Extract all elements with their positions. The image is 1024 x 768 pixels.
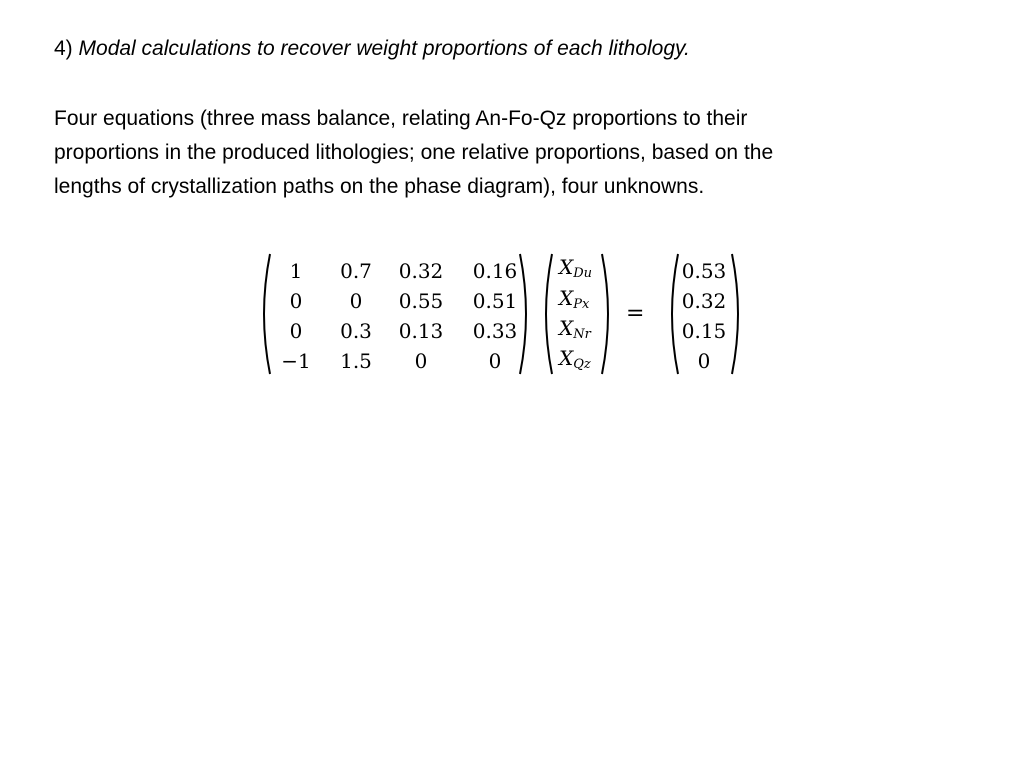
heading-title: Modal calculations to recover weight proportions of each lithology. bbox=[78, 37, 690, 60]
matrix-cell: 0 bbox=[289, 319, 303, 343]
rhs-value: 0 bbox=[697, 349, 711, 373]
matrix-cell: 0.32 bbox=[398, 259, 444, 283]
matrix-left-paren bbox=[256, 252, 272, 376]
matrix-cell: 0.16 bbox=[472, 259, 518, 283]
matrix-cell: 0.13 bbox=[398, 319, 444, 343]
body-paragraph bbox=[54, 102, 989, 204]
slide-heading bbox=[54, 34, 974, 64]
matrix-cell: 0.51 bbox=[472, 289, 518, 313]
rhs-value: 0.15 bbox=[681, 319, 727, 343]
unknown-x-qz: $X_{Qz}$ bbox=[559, 346, 591, 372]
body-line: proportions in the produced lithologies; one relative proportions, based on the bbox=[54, 141, 774, 164]
matrix-cell: 0.7 bbox=[340, 259, 372, 283]
matrix-cell: 0.33 bbox=[472, 319, 518, 343]
body-line: Four equations (three mass balance, relating An-Fo-Qz proportions to their bbox=[54, 107, 748, 130]
rhs-value: 0.32 bbox=[681, 289, 727, 313]
heading-number: 4) bbox=[54, 37, 73, 60]
unknown-x-nr: $X_{Nr}$ bbox=[559, 316, 591, 342]
equals-sign: = bbox=[626, 301, 645, 326]
matrix-cell: 1 bbox=[289, 259, 303, 283]
matrix-equation bbox=[256, 252, 756, 376]
matrix-cell: 0 bbox=[488, 349, 502, 373]
unknown-x-px: $X_{Px}$ bbox=[559, 286, 590, 312]
matrix-cell: 0.3 bbox=[340, 319, 372, 343]
vector-left-paren bbox=[538, 252, 554, 376]
body-line: lengths of crystallization paths on the phase diagram), four unknowns. bbox=[54, 175, 705, 198]
matrix-cell: −1 bbox=[281, 349, 311, 373]
rhs-value: 0.53 bbox=[681, 259, 727, 283]
matrix-cell: 1.5 bbox=[340, 349, 372, 373]
matrix-cell: 0.55 bbox=[398, 289, 444, 313]
matrix-cell: 0 bbox=[414, 349, 428, 373]
matrix-cell: 0 bbox=[349, 289, 363, 313]
matrix-cell: 0 bbox=[289, 289, 303, 313]
rhs-right-paren bbox=[730, 252, 746, 376]
unknown-x-du: $X_{Du}$ bbox=[559, 255, 593, 281]
